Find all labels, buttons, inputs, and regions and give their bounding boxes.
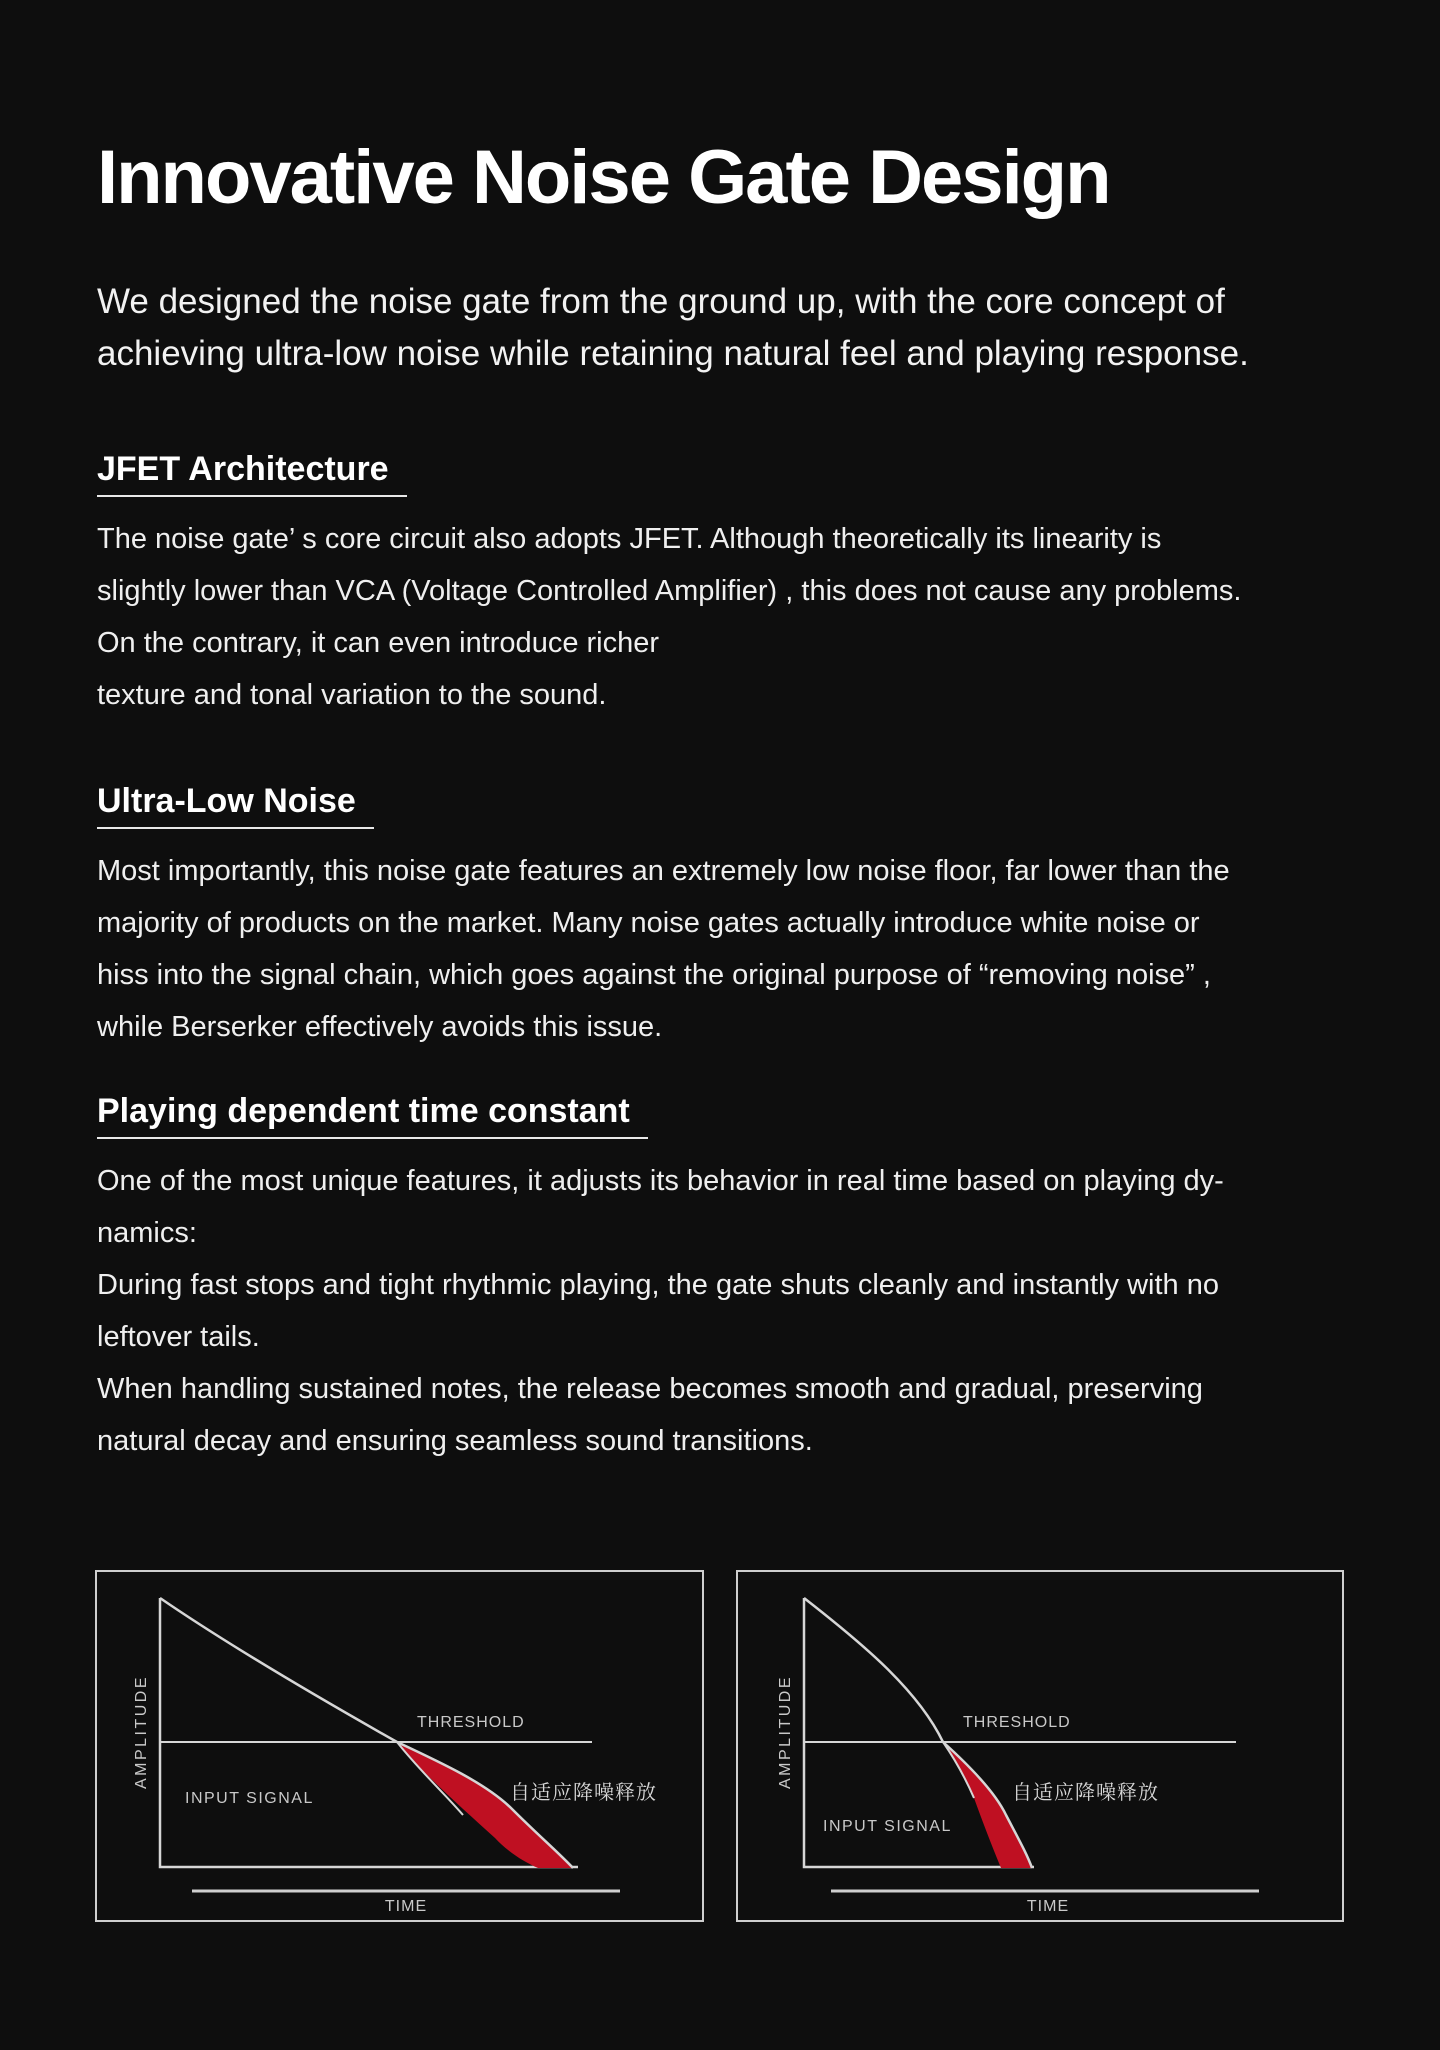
paragraph-line: During fast stops and tight rhythmic playing, the gate shuts cleanly and instantly with no [97,1269,1219,1301]
paragraph-line: texture and tonal variation to the sound. [97,679,607,711]
input-signal-label: INPUT SIGNAL [823,1818,952,1835]
input-signal-label: INPUT SIGNAL [185,1790,314,1807]
intro-line: achieving ultra-low noise while retaining natural feel and playing response. [97,334,1249,373]
paragraph-line: The noise gate’ s core circuit also adopts JFET. Although theoretically its linearity is [97,523,1162,555]
adaptive-release-label: 自适应降噪释放 [1012,1782,1159,1804]
intro-line: We designed the noise gate from the ground up, with the core concept of [97,282,1225,321]
paragraph-line: On the contrary, it can even introduce richer [97,627,660,659]
input-signal-curve [804,1598,943,1742]
paragraph-line: namics: [97,1217,197,1249]
section-paragraph-ultra-low-noise [97,845,1230,1053]
release-region [943,1742,1032,1868]
section-heading-jfet [97,449,407,497]
intro-paragraph [97,276,1249,380]
section-paragraph-time-constant [97,1155,1224,1467]
page-title: Innovative Noise Gate Design [97,135,1110,220]
diagram-gradual-release-plot [97,1572,702,1920]
paragraph-line: hiss into the signal chain, which goes against the original purpose of “removing noise” , [97,959,1211,991]
diagram-fast-release [736,1570,1344,1922]
paragraph-line: majority of products on the market. Many noise gates actually introduce white noise or [97,907,1200,939]
threshold-label: THRESHOLD [417,1714,525,1731]
section-heading-text: JFET Architecture [97,449,407,497]
paragraph-line: Most importantly, this noise gate features an extremely low noise floor, far lower than the [97,855,1230,887]
diagram-gradual-release [95,1570,704,1922]
amplitude-axis-label: AMPLITUDE [133,1674,150,1790]
section-heading-ultra-low-noise [97,781,374,829]
amplitude-axis-label: AMPLITUDE [777,1674,794,1790]
paragraph-line: When handling sustained notes, the release becomes smooth and gradual, preserving [97,1373,1203,1405]
release-region [397,1742,573,1868]
paragraph-line: One of the most unique features, it adjusts its behavior in real time based on playing dy- [97,1165,1224,1197]
diagram-fast-release-plot [738,1572,1342,1920]
section-heading-text: Playing dependent time constant [97,1091,648,1139]
time-axis-label: TIME [1026,1898,1070,1915]
input-signal-curve [160,1598,397,1742]
section-heading-time-constant [97,1091,648,1139]
paragraph-line: leftover tails. [97,1321,260,1353]
time-axis-label: TIME [384,1898,428,1915]
adaptive-release-label: 自适应降噪释放 [510,1782,657,1804]
paragraph-line: while Berserker effectively avoids this issue. [97,1011,663,1043]
section-paragraph-jfet [97,513,1241,721]
threshold-label: THRESHOLD [963,1714,1071,1731]
paragraph-line: slightly lower than VCA (Voltage Controlled Amplifier) , this does not cause any problems. [97,575,1242,607]
section-heading-text: Ultra-Low Noise [97,781,374,829]
paragraph-line: natural decay and ensuring seamless sound transitions. [97,1425,813,1457]
